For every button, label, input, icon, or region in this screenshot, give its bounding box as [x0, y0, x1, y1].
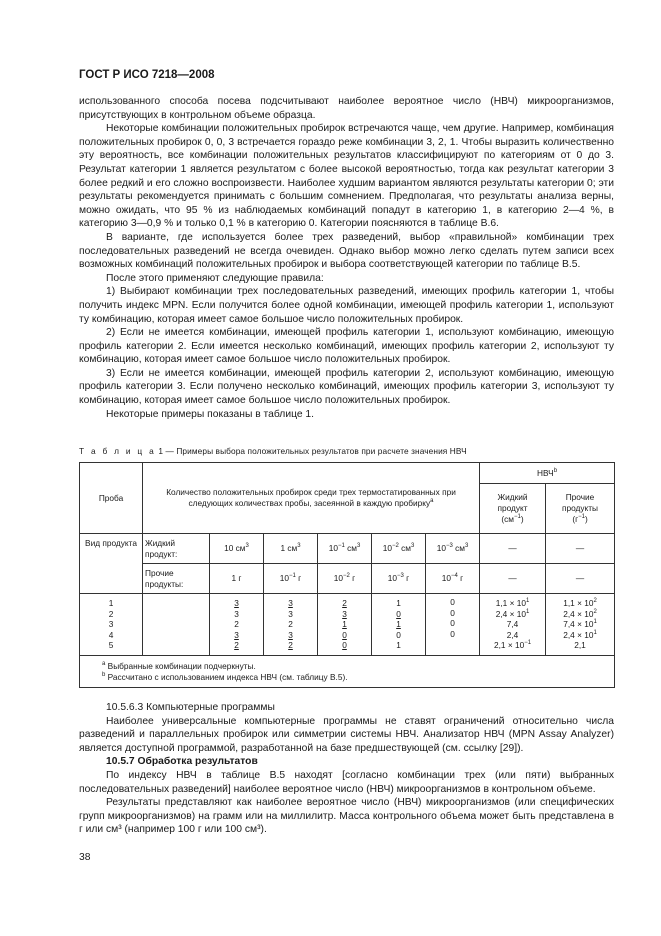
cell-value: 2 [234, 619, 239, 630]
count-column-2 [264, 594, 318, 656]
cell-value: 3 [234, 629, 239, 640]
header-liquid-product: Жидкий продукт $(см^{-1})$ [480, 484, 546, 534]
table-caption [79, 446, 467, 456]
cell-value: 0 [396, 629, 401, 640]
header-positive-count: Количество положительных пробирок среди трех термостатированных при следующих количествах пробы, засеянной в каждую пробирку$^a$ [143, 463, 480, 534]
document-header: ГОСТ Р ИСО 7218—2008 [79, 69, 215, 81]
cell-value: $1,1 \times 10^2$ [563, 598, 597, 609]
other-unit-5: $10^{-4}$ г [426, 564, 480, 594]
liquid-unit-5: $10^{-3}$ $см^3$ [426, 534, 480, 564]
cell-value: 2,4 [506, 629, 519, 640]
top-paragraph-4: После этого применяют следующие правила: [106, 272, 324, 284]
bottom-paragraph-2: Наиболее универсальные компьютерные программы не ставят ограничений относительно числа разведений и параллельных пробирок или симметрии системы НВЧ. Анализатор НВЧ (MPN Assay Analyzer) является доступной программой, разработанной на базе предшествующей (см. ссылку [29]). [79, 715, 614, 754]
cell-value: 0 [342, 640, 347, 651]
body-text-bottom [79, 701, 614, 837]
cell-value: 0 [450, 607, 455, 618]
liquid-unit-4: $10^{-2}$ $см^3$ [372, 534, 426, 564]
table-caption-label: Т а б л и ц а [79, 446, 157, 456]
note-a: Выбранные комбинации подчеркнуты. [107, 660, 256, 671]
blank-cell [143, 594, 210, 656]
cell-value: $1,1 \times 10^1$ [495, 598, 530, 609]
cell-value: $2,4 \times 10^2$ [563, 608, 597, 619]
count-column-5 [426, 594, 480, 656]
top-paragraph-6: 2) Если не имеется комбинации, имеющей профиль категории 1, используют комбинацию, имеющую профиль категории 2. Если имеется несколько комбинаций, имеющих профиль категории 2, используют ту комбинацию, которая имеет самое большое число положительных пробирок. [79, 327, 614, 366]
cell-value: $2,1 \times 10^{-1}$ [493, 640, 532, 651]
bottom-paragraph-5: Результаты представляют как наиболее вероятное число (НВЧ) микроорганизмов (или специфических групп микроорганизмов) на грамм или на миллилитр. Масса контрольного объема может быть представлена в г или см³ (например 100 г или 100 см³). [79, 797, 614, 836]
results-table [79, 462, 615, 688]
cell-value: 2 [288, 619, 293, 630]
header-nvch: НВЧ$^b$ [480, 463, 615, 484]
liquid-unit-1: 10 $см^3$ [210, 534, 264, 564]
cell-value: 1 [396, 619, 401, 630]
cell-value: 1 [396, 640, 401, 651]
count-column-1 [210, 594, 264, 656]
cell-value: 2 [234, 640, 239, 651]
cell-value: 7,4 [506, 619, 519, 630]
cell-value: 0 [450, 628, 455, 639]
cell-value: 2,1 [574, 640, 586, 651]
cell-value: 3 [288, 608, 293, 619]
cell-value: 3 [288, 629, 293, 640]
other-unit-3: $10^{-2}$ г [318, 564, 372, 594]
cell-value: 3 [288, 598, 293, 609]
page-number: 38 [79, 852, 91, 863]
cell-value: 2 [342, 598, 347, 609]
cell-value: 3 [108, 619, 114, 630]
cell-value: $7,4 \times 10^1$ [563, 619, 597, 630]
bottom-paragraph-3: 10.5.7 Обработка результатов [106, 756, 258, 768]
cell-value: 1 [342, 619, 347, 630]
cell-value: 0 [450, 618, 455, 629]
cell-value: 2 [288, 640, 293, 651]
count-column-4 [372, 594, 426, 656]
liquid-nvch-values [480, 594, 546, 656]
cell-value: $2,4 \times 10^1$ [563, 629, 597, 640]
cell-value: 3 [234, 598, 239, 609]
cell-value: 4 [108, 629, 114, 640]
other-products-label: Прочие продукты: [143, 564, 210, 594]
top-paragraph-1: использованного способа посева подсчитывают наиболее вероятное число (НВЧ) микроорганизмов, присутствующих в контрольном объеме образца. [79, 96, 614, 121]
bottom-paragraph-4: По индексу НВЧ в таблице В.5 находят [согласно комбинации трех (или пяти) выбранных последовательных разведений] наиболее вероятное число (НВЧ) микроорганизмов в контрольном объеме. [79, 769, 614, 795]
product-type-label: Вид продукта [80, 534, 143, 594]
top-paragraph-3: В варианте, где используется более трех разведений, выбор «правильной» комбинации трех последовательных разведений не всегда очевиден. Однако выбор можно легко сделать путем записи всех возможных комбинаций положительных пробирок и выбора соответствующей категории по таблице В.5. [79, 231, 614, 271]
top-paragraph-7: 3) Если не имеется комбинации, имеющей профиль категории 2, используют комбинацию, имеющую профиль категории 3. Если получено несколько комбинаций, имеющих профиль категории 3, используют ту комбинацию, которая имеет самое большое число положительных пробирок. [79, 367, 614, 407]
cell-value: 1 [396, 598, 401, 609]
table-caption-text: 1 — Примеры выбора положительных результатов при расчете значения НВЧ [158, 446, 467, 456]
top-paragraph-5: 1) Выбирают комбинации трех последовательных разведений, имеющих профиль категории 1, чтобы получить индекс MPN. Если получится более одной комбинации, имеющей профиль категории 1, используют ту комбинацию, которая имеет самое большое число положительных пробирок. [79, 286, 614, 325]
cell-value: 0 [450, 597, 455, 607]
other-unit-2: $10^{-1}$ г [264, 564, 318, 594]
note-b: Рассчитано с использованием индекса НВЧ (см. таблицу В.5). [107, 671, 348, 682]
liquid-dash-2: — [480, 564, 546, 594]
other-nvch-values [546, 594, 615, 656]
top-paragraph-2: Некоторые комбинации положительных пробирок встречаются чаще, чем другие. Например, комбинация положительных пробирок 0, 0, 3 встречается гораздо реже комбинации 3, 2, 1. Чтобы выразить количественно эту вероятность, все комбинации положительных результатов классифицируют по категориям от 0 до 3. Результат категории 1 является результатом с более высокой вероятностью, тогда как результат категории 3 более редкий и его сложно воспроизвести. Наиболее худшим вариантом являются результаты категории 0; эти результаты рекомендуется принимать с большим сомнением. Предполагая, что результаты анализа верны, можно ожидать, что 95 % из наблюдаемых комбинаций попадут в категорию 1, в категорию 2—4 %, в категорию 3—0,9 % и только 0,1 % в категорию 0. Категории поясняются в таблице В.6. [79, 123, 614, 230]
other-unit-1: 1 г [210, 564, 264, 594]
sample-numbers [80, 594, 143, 656]
header-proba: Проба [80, 463, 143, 534]
other-dash: — [546, 534, 615, 564]
cell-value: 5 [108, 640, 114, 651]
bottom-paragraph-1: 10.5.6.3 Компьютерные программы [106, 702, 275, 713]
cell-value: 3 [234, 608, 239, 619]
top-paragraph-8: Некоторые примеры показаны в таблице 1. [106, 408, 315, 420]
liquid-unit-2: 1 $см^3$ [264, 534, 318, 564]
cell-value: 3 [342, 608, 347, 619]
cell-value: 1 [108, 598, 114, 609]
liquid-product-label: Жидкий продукт: [143, 534, 210, 564]
other-unit-4: $10^{-3}$ г [372, 564, 426, 594]
cell-value: $2,4 \times 10^1$ [495, 608, 530, 619]
table-notes: $^a$ Выбранные комбинации подчеркнуты. $^b$ Рассчитано с использованием индекса НВЧ (см. таблицу В.5). [80, 656, 615, 688]
count-column-3 [318, 594, 372, 656]
header-other-products: Прочие продукты $(г^{-1})$ [546, 484, 615, 534]
cell-value: 0 [396, 608, 401, 619]
other-dash-2: — [546, 564, 615, 594]
body-text-top [79, 95, 614, 421]
cell-value: 0 [342, 629, 347, 640]
cell-value: 2 [108, 608, 114, 619]
liquid-dash: — [480, 534, 546, 564]
liquid-unit-3: $10^{-1}$ $см^3$ [318, 534, 372, 564]
